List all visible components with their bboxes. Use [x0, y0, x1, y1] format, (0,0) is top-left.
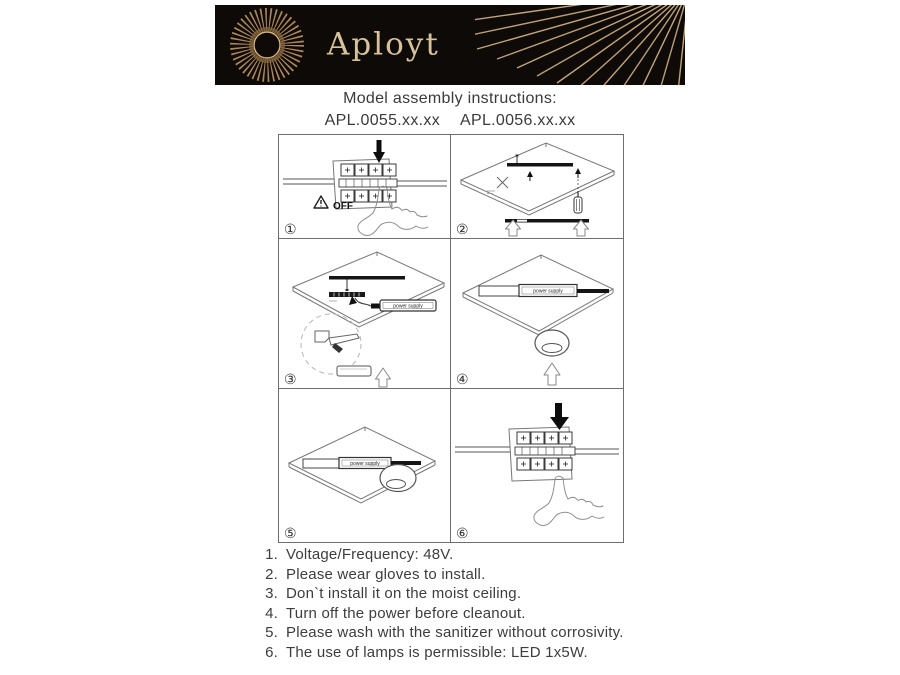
step4-diagram [451, 239, 623, 389]
hand-icon [534, 476, 604, 525]
power-supply-box [339, 458, 391, 469]
busbar [515, 447, 575, 455]
step-panel-6 [451, 389, 623, 542]
step-number-5: ⑤ [284, 525, 297, 541]
note-text: Please wear gloves to install. [286, 565, 486, 583]
page-title: Model assembly instructions: [343, 90, 557, 107]
power-supply-box [519, 285, 577, 297]
spotlight-icon [380, 465, 416, 492]
ceiling-icon [461, 143, 614, 215]
note-item [256, 623, 624, 643]
note-number: 4. [265, 604, 278, 622]
note-text: Don`t install it on the moist ceiling. [286, 585, 522, 603]
hollow-up-arrow-icon [376, 368, 391, 387]
note-item [256, 604, 624, 624]
step-number-2: ② [456, 221, 469, 237]
sunburst-logo-icon [221, 5, 313, 85]
detail-connector [315, 331, 359, 353]
end-box [479, 286, 519, 296]
note-item [256, 584, 624, 604]
brand-banner [215, 5, 685, 85]
note-text: Please wash with the sanitizer without corrosivity. [286, 624, 624, 642]
warning-triangle-icon [314, 196, 328, 208]
step-number-4: ④ [456, 371, 469, 387]
end-box [303, 459, 339, 468]
note-number: 5. [265, 624, 278, 642]
note-item [256, 545, 624, 565]
note-number: 3. [265, 585, 278, 603]
step5-diagram [279, 389, 451, 542]
note-text: The use of lamps is permissible: LED 1x5W. [286, 643, 588, 661]
power-supply-label: power supply [393, 303, 423, 310]
note-text: Turn off the power before cleanout. [286, 604, 526, 622]
off-warning-label: OFF [333, 201, 353, 212]
model-code-a: APL.0055.xx.xx [324, 112, 440, 129]
step-panel-3 [279, 239, 451, 389]
track-bar [507, 163, 573, 167]
step6-diagram [451, 389, 623, 542]
note-number: 6. [265, 643, 278, 661]
track-bar [329, 276, 405, 280]
spotlight-icon [535, 330, 569, 356]
step-number-3: ③ [284, 371, 297, 387]
brand-name: Aployt [327, 26, 440, 63]
model-code-b: APL.0056.xx.xx [460, 112, 576, 129]
model-codes [0, 112, 900, 130]
hollow-up-arrow-icon [544, 363, 560, 385]
title-block [0, 90, 900, 130]
busbar [339, 179, 397, 187]
track-piece [505, 219, 589, 223]
power-supply-label: power supply [533, 288, 563, 295]
ray-fan-icon [475, 5, 685, 85]
note-number: 2. [265, 565, 278, 583]
step-panel-4 [451, 239, 623, 389]
power-supply-box [371, 300, 436, 311]
step1-diagram [279, 135, 451, 239]
step-number-1: ① [284, 221, 297, 237]
assembly-steps-grid [278, 134, 624, 543]
step-panel-5 [279, 389, 451, 542]
step-number-6: ⑥ [456, 525, 469, 541]
step-panel-1 [279, 135, 451, 239]
step2-diagram [451, 135, 623, 239]
notes-list [256, 545, 624, 663]
step-panel-2 [451, 135, 623, 239]
power-supply-label: power supply [350, 461, 380, 467]
down-arrow-icon [550, 403, 569, 430]
note-item [256, 565, 624, 585]
track-bar [577, 289, 609, 293]
note-item [256, 643, 624, 663]
note-number: 1. [265, 546, 278, 563]
note-text: Voltage/Frequency: 48V. [286, 546, 454, 563]
ceiling-icon [293, 252, 444, 327]
step3-diagram [279, 239, 451, 389]
mount-box [337, 366, 371, 376]
